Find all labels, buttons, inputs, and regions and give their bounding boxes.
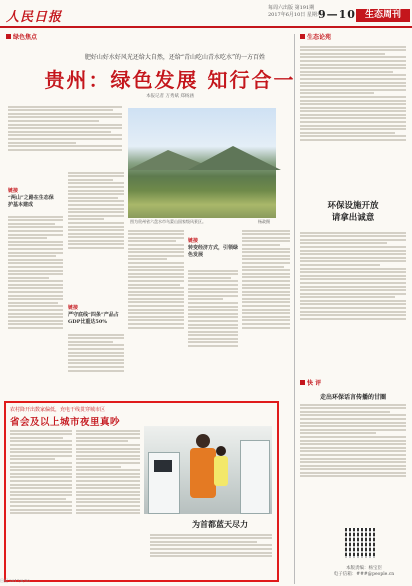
- right-headline-line2: 请拿出诚意: [331, 213, 375, 223]
- pullquote-3: [188, 238, 240, 259]
- body-col-3: [128, 228, 184, 400]
- person-head: [196, 434, 210, 448]
- lead-headline: 贵州：绿色发展 知行合一: [44, 68, 296, 92]
- pullquote-3-label: 链接: [188, 238, 199, 244]
- section-head-right-label: 生态论苑: [307, 34, 332, 41]
- body-col-1: [8, 214, 63, 400]
- masthead-logo: 人民日报: [6, 10, 63, 25]
- pullquote-2: [68, 305, 124, 326]
- footer-editor: 本版责编：杨宝臣: [346, 566, 382, 571]
- person-2-body: [214, 456, 228, 486]
- lead-byline: 本报记者 万秀斌 郑杨涵: [146, 94, 194, 99]
- footer-email: 电子信箱：###@people.cn: [333, 572, 395, 577]
- body-col-4: [188, 268, 238, 400]
- section-head-left-label: 绿色焦点: [13, 34, 38, 41]
- right-headline-line1: 环保设施开放: [327, 201, 379, 211]
- bottom-headline: 省会及以上城市夜里真吵: [10, 417, 121, 428]
- section-head-right: [300, 32, 331, 41]
- section-head-left: [6, 32, 37, 41]
- section-head-kuaiping-label: 快 评: [307, 380, 322, 387]
- right-body-3: [300, 402, 406, 522]
- charger-unit-2: [240, 440, 270, 514]
- section-head-kuaiping: [300, 378, 321, 387]
- right-body-2: [300, 230, 406, 372]
- page-number: 9—10: [318, 8, 356, 21]
- page-footer: [320, 566, 408, 578]
- pullquote-2-text: 严守底线“四条”产品占GDP比重达50%: [68, 312, 119, 325]
- kuaiping-headline: 走出环保话言传播的甘圈: [319, 394, 386, 401]
- person-2-head: [216, 446, 226, 456]
- bottom-body-col-3: [150, 532, 272, 576]
- section-banner: 生态周刊: [356, 9, 410, 22]
- landscape-photo: [128, 108, 276, 218]
- pullquote-2-label: 链接: [68, 305, 79, 311]
- header-rule: [0, 26, 412, 28]
- pullquote-1: [8, 188, 58, 209]
- body-col-2: [68, 170, 124, 302]
- charger-screen: [154, 460, 172, 472]
- body-col-2b: [68, 332, 124, 400]
- bottom-kicker: 农村降开出数家偏低，充电干线贯穿城市区: [10, 407, 106, 413]
- person-vest: [190, 448, 216, 498]
- photo-caption: 图为贵州省六盘水市乌蒙山国家级风景区。: [130, 219, 206, 224]
- pullquote-1-label: 链接: [8, 188, 19, 194]
- edge-label: 日报 2017/6/10: [0, 578, 30, 583]
- qr-code[interactable]: [345, 528, 375, 558]
- pullquote-3-text: 转变经济方式，引领绿色发展: [188, 245, 239, 258]
- bottom-headline-2: 为首都蓝天尽力: [192, 519, 248, 529]
- photo-credit: 杨政摄: [258, 219, 270, 224]
- right-headline: [300, 200, 406, 224]
- bottom-body-col-1: [10, 428, 72, 576]
- dateline-line1: 每周六出版 第191期: [268, 5, 315, 11]
- body-col-5: [242, 228, 290, 400]
- pullquote-1-text: “两山”之路在生态保护基本建成: [8, 195, 54, 208]
- right-body-1: [300, 44, 406, 194]
- bottom-body-col-2: [76, 428, 140, 576]
- charging-station-photo: [144, 426, 272, 514]
- dateline-line2: 2017年6月10日 星期六: [268, 12, 322, 18]
- lead-subtitle: 肥好山好水好风光还给大自然，还给“青山吃山青水吃水”的一方百姓: [84, 54, 266, 61]
- column-divider: [294, 34, 295, 584]
